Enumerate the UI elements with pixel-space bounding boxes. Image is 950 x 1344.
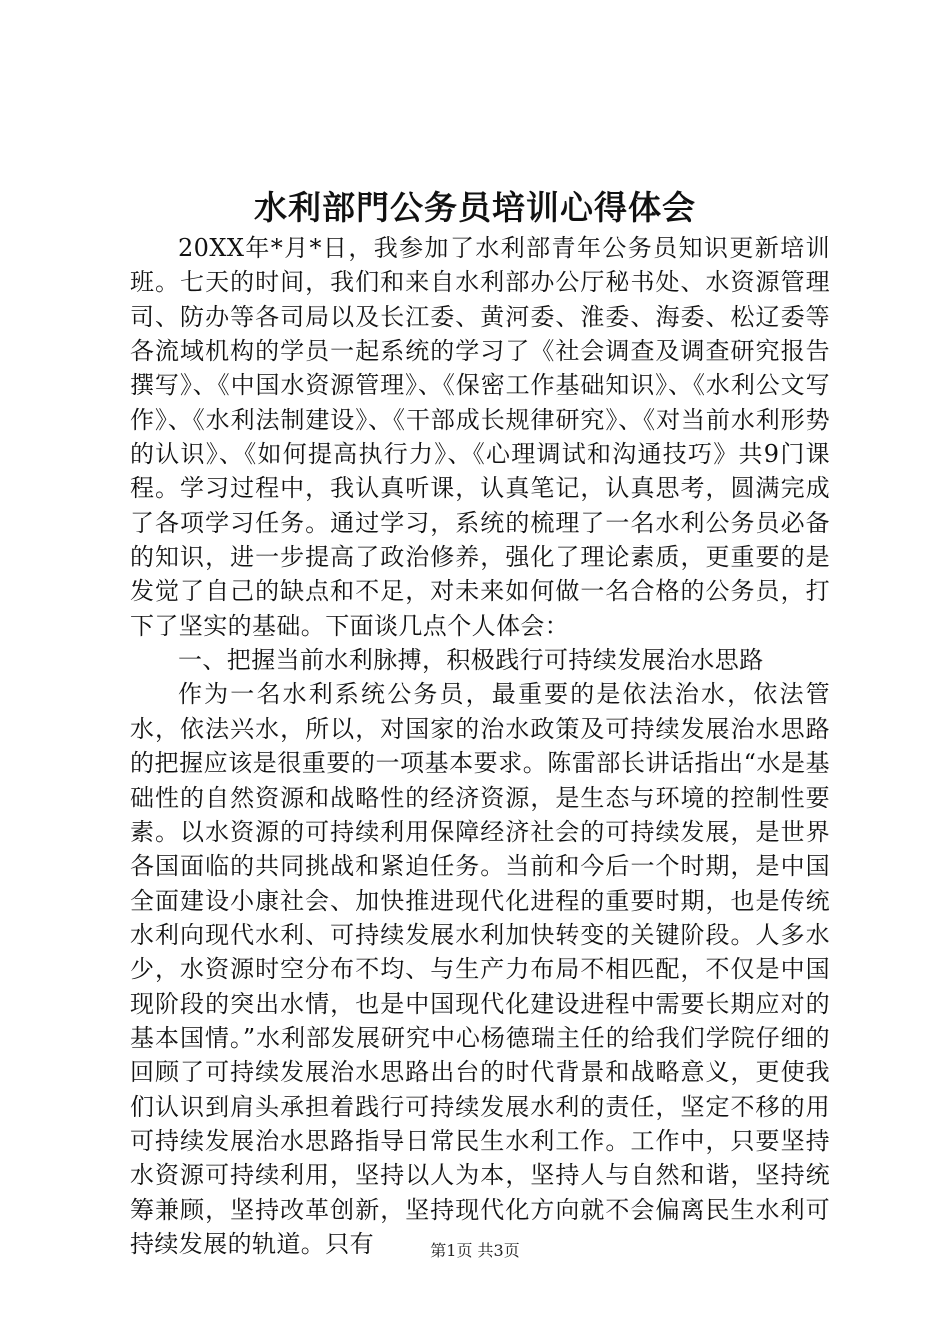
document-title: 水利部門公务员培训心得体会 xyxy=(254,188,696,227)
page-footer: 第1页 共3页 xyxy=(430,1241,520,1260)
paragraph-intro: 20XX年*月*日，我参加了水利部青年公务员知识更新培训班。七天的时间，我们和来自水利部办公厅秘书处、水资源管理司、防办等各司局以及长江委、黄河委、淮委、海委、松辽委等各流域机构的学员一起系统的学习了《社会调查及调查研究报告撰写》、《中国水资源管理》、《保密工作基础知识》、《水利公文写作》、《水利法制建设》、《干部成长规律研究》、《对当前水利形势的认识》、《如何提高执行力》、《心理调试和沟通技巧》共9门课程。学习过程中，我认真听课，认真笔记，认真思考，圆满完成了各项学习任务。通过学习，系统的梳理了一名水利公务员必备的知识，进一步提高了政治修养，强化了理论素质，更重要的是发觉了自己的缺点和不足，对未来如何做一名合格的公务员，打下了坚实的基础。下面谈几点个人体会： xyxy=(130,234,830,640)
section-heading-1: 一、把握当前水利脉搏，积极践行可持续发展治水思路 xyxy=(178,646,764,675)
paragraph-section-1: 作为一名水利系统公务员，最重要的是依法治水，依法管水，依法兴水，所以，对国家的治水政策及可持续发展治水思路的把握应该是很重要的一项基本要求。陈雷部长讲话指出“水是基础性的自然资源和战略性的经济资源，是生态与环境的控制性要素。以水资源的可持续利用保障经济社会的可持续发展，是世界各国面临的共同挑战和紧迫任务。当前和今后一个时期，是中国全面建设小康社会、加快推进现代化进程的重要时期，也是传统水利向现代水利、可持续发展水利加快转变的关键阶段。人多水少，水资源时空分布不均、与生产力布局不相匹配，不仅是中国现阶段的突出水情，也是中国现代化建设进程中需要长期应对的基本国情。”水利部发展研究中心杨德瑞主任的给我们学院仔细的回顾了可持续发展治水思路出台的时代背景和战略意义，更使我们认识到肩头承担着践行可持续发展水利的责任，坚定不移的用可持续发展治水思路指导日常民生水利工作。工作中，只要坚持水资源可持续利用，坚持以人为本，坚持人与自然和谐，坚持统筹兼顾，坚持改革创新，坚持现代化方向就不会偏离民生水利可持续发展的轨道。只有 xyxy=(130,680,830,1258)
document-body xyxy=(130,231,830,1261)
